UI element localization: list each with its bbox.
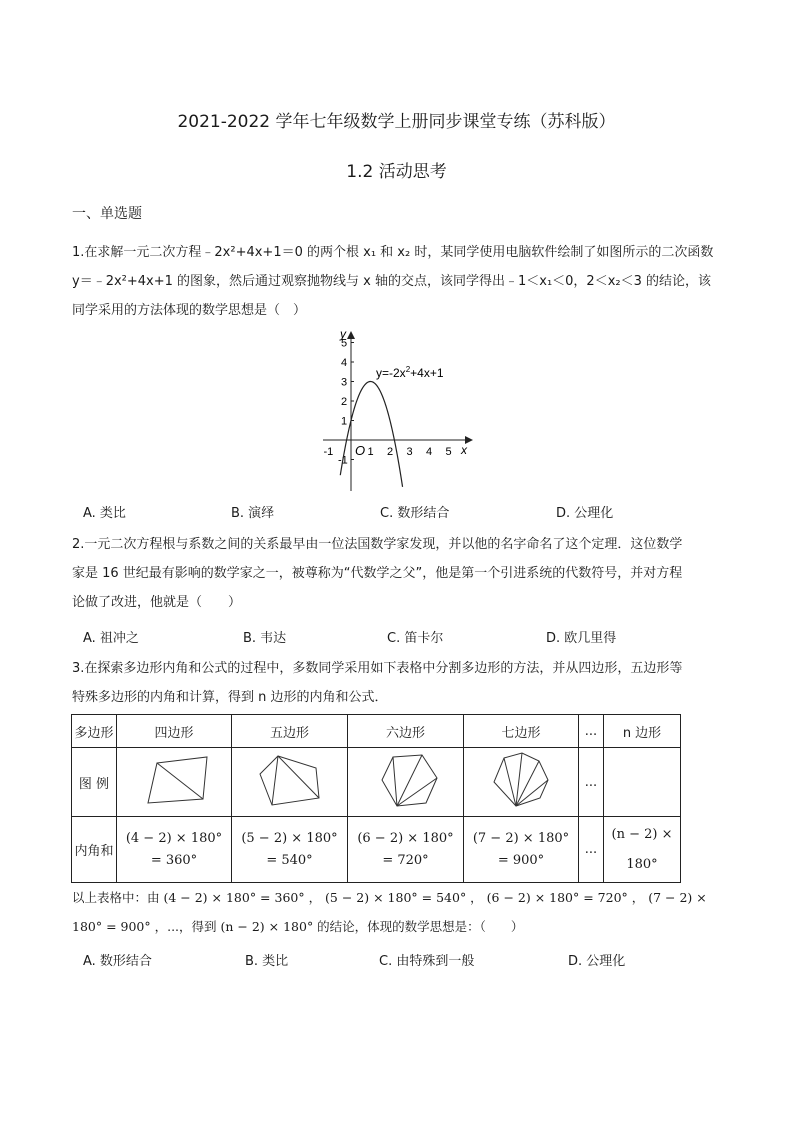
y-tick-label: -1 bbox=[338, 454, 348, 467]
question-2-text bbox=[72, 530, 722, 617]
sum-result: = 720° bbox=[382, 852, 429, 868]
x-tick-label: 1 bbox=[367, 446, 374, 458]
question-2-line: 家是 16 世纪最有影响的数学家之一，被尊称为“代数学之父”，他是第一个引进系统的代数符号，并对方程 bbox=[72, 566, 683, 581]
table-cell bbox=[464, 748, 579, 817]
table-cell: 四边形 bbox=[117, 715, 232, 748]
table-cell bbox=[117, 817, 232, 883]
y-tick-label: 5 bbox=[341, 337, 348, 350]
table-cell: ... bbox=[579, 817, 604, 883]
question-2-option-d[interactable]: D. 欧几里得 bbox=[546, 631, 617, 646]
question-3-line: 以上表格中：由 (4 − 2) × 180° = 360° ， (5 − 2) × 180° = 540° ， (6 − 2) × 180° = 720° ， (7 − 2) × bbox=[72, 890, 707, 905]
question-1-line: 1.在求解一元二次方程﹣2x²+4x+1＝0 的两个根 x₁ 和 x₂ 时，某同学使用电脑软件绘制了如图所示的二次函数 bbox=[72, 245, 714, 260]
table-cell bbox=[604, 817, 681, 883]
question-1-line: y＝﹣2x²+4x+1 的图象，然后通过观察抛物线与 x 轴的交点，该同学得出﹣1＜x₁＜0，2＜x₂＜3 的结论，该 bbox=[72, 274, 712, 289]
question-3-text bbox=[72, 654, 722, 712]
question-3-line: 3.在探索多边形内角和公式的过程中，多数同学采用如下表格中分割多边形的方法，并从四边形，五边形等 bbox=[72, 661, 683, 676]
question-2-option-c[interactable]: C. 笛卡尔 bbox=[387, 631, 444, 646]
sum-result: = 900° bbox=[497, 852, 545, 868]
table-cell bbox=[604, 748, 681, 817]
sum-result: = 540° bbox=[266, 852, 313, 868]
table-cell: ... bbox=[579, 715, 604, 748]
table-cell bbox=[348, 748, 464, 817]
x-tick-label: 5 bbox=[445, 446, 452, 458]
question-1-option-c[interactable]: C. 数形结合 bbox=[380, 506, 450, 521]
table-cell bbox=[348, 817, 464, 883]
question-3-option-c[interactable]: C. 由特殊到一般 bbox=[379, 954, 475, 969]
table-row bbox=[72, 715, 681, 748]
question-3-option-d[interactable]: D. 公理化 bbox=[568, 954, 626, 969]
curve-label: $y=-2x^2+4x+1$ bbox=[376, 365, 444, 380]
table-cell: 六边形 bbox=[348, 715, 464, 748]
x-tick-label: 4 bbox=[426, 446, 433, 458]
question-2-option-b[interactable]: B. 韦达 bbox=[243, 631, 287, 646]
x-tick-label: 3 bbox=[406, 446, 413, 458]
table-row bbox=[72, 748, 681, 817]
sum-result: = 360° bbox=[150, 852, 198, 868]
x-tick-label: 2 bbox=[387, 446, 394, 458]
y-axis-arrow-icon bbox=[347, 331, 355, 339]
question-2-line: 论做了改进，他就是（ ） bbox=[72, 595, 242, 610]
table-row-header: 多边形 bbox=[72, 715, 117, 748]
question-3-conclusion bbox=[72, 883, 722, 941]
page-subtitle: 1.2 活动思考 bbox=[346, 162, 447, 182]
page-title: 2021-2022 学年七年级数学上册同步课堂专练（苏科版） bbox=[177, 112, 616, 132]
parabola-curve bbox=[340, 382, 402, 487]
question-1-text bbox=[72, 238, 722, 325]
table-cell: ... bbox=[579, 748, 604, 817]
section-heading: 一、单选题 bbox=[72, 206, 142, 222]
sum-expression: (5 − 2) × 180° bbox=[241, 830, 338, 846]
table-cell bbox=[232, 817, 348, 883]
table-cell: 七边形 bbox=[464, 715, 579, 748]
sum-result: 180° bbox=[626, 856, 658, 872]
y-axis-label: y bbox=[340, 327, 346, 341]
question-1-option-b[interactable]: B. 演绎 bbox=[231, 506, 275, 521]
question-3-line: 特殊多边形的内角和计算，得到 n 边形的内角和公式． bbox=[72, 690, 388, 705]
axis-ticks bbox=[324, 338, 452, 467]
table-cell bbox=[232, 748, 348, 817]
table-cell bbox=[464, 817, 579, 883]
table-row-header: 图 例 bbox=[72, 748, 117, 817]
question-3-option-a[interactable]: A. 数形结合 bbox=[83, 954, 152, 969]
table-row-header: 内角和 bbox=[72, 817, 117, 883]
question-3-option-b[interactable]: B. 类比 bbox=[245, 954, 289, 969]
table-cell bbox=[117, 748, 232, 817]
sum-expression: (6 − 2) × 180° bbox=[357, 830, 454, 846]
x-axis-label: x bbox=[461, 443, 467, 457]
polygon-table bbox=[71, 714, 681, 883]
y-tick-label: 3 bbox=[341, 376, 348, 389]
heptagon-figure bbox=[464, 748, 578, 812]
table-cell: 五边形 bbox=[232, 715, 348, 748]
quadrilateral-figure bbox=[117, 748, 231, 812]
question-1-option-d[interactable]: D. 公理化 bbox=[556, 506, 614, 521]
y-tick-label: 2 bbox=[341, 396, 348, 408]
sum-expression: (n − 2) × bbox=[611, 826, 673, 842]
question-2-line: 2.一元二次方程根与系数之间的关系最早由一位法国数学家发现，并以他的名字命名了这个定理．这位数学 bbox=[72, 537, 683, 552]
hexagon-figure bbox=[348, 748, 463, 812]
origin-label: O bbox=[355, 443, 366, 458]
y-tick-label: 1 bbox=[341, 415, 348, 428]
sum-expression: (7 − 2) × 180° bbox=[472, 830, 570, 846]
x-tick-label: -1 bbox=[323, 446, 334, 458]
pentagon-figure bbox=[232, 748, 347, 812]
y-tick-label: 4 bbox=[341, 357, 348, 369]
question-1-line: 同学采用的方法体现的数学思想是（ ） bbox=[72, 303, 307, 318]
parabola-graph bbox=[318, 326, 478, 496]
table-row bbox=[72, 817, 681, 883]
table-cell: n 边形 bbox=[604, 715, 681, 748]
question-2-option-a[interactable]: A. 祖冲之 bbox=[83, 631, 139, 646]
question-1-option-a[interactable]: A. 类比 bbox=[83, 506, 126, 521]
sum-expression: (4 − 2) × 180° bbox=[125, 830, 223, 846]
question-3-line: 180° = 900° ，...，得到 (n − 2) × 180° 的结论，体现的数学思想是：（ ） bbox=[72, 919, 524, 934]
